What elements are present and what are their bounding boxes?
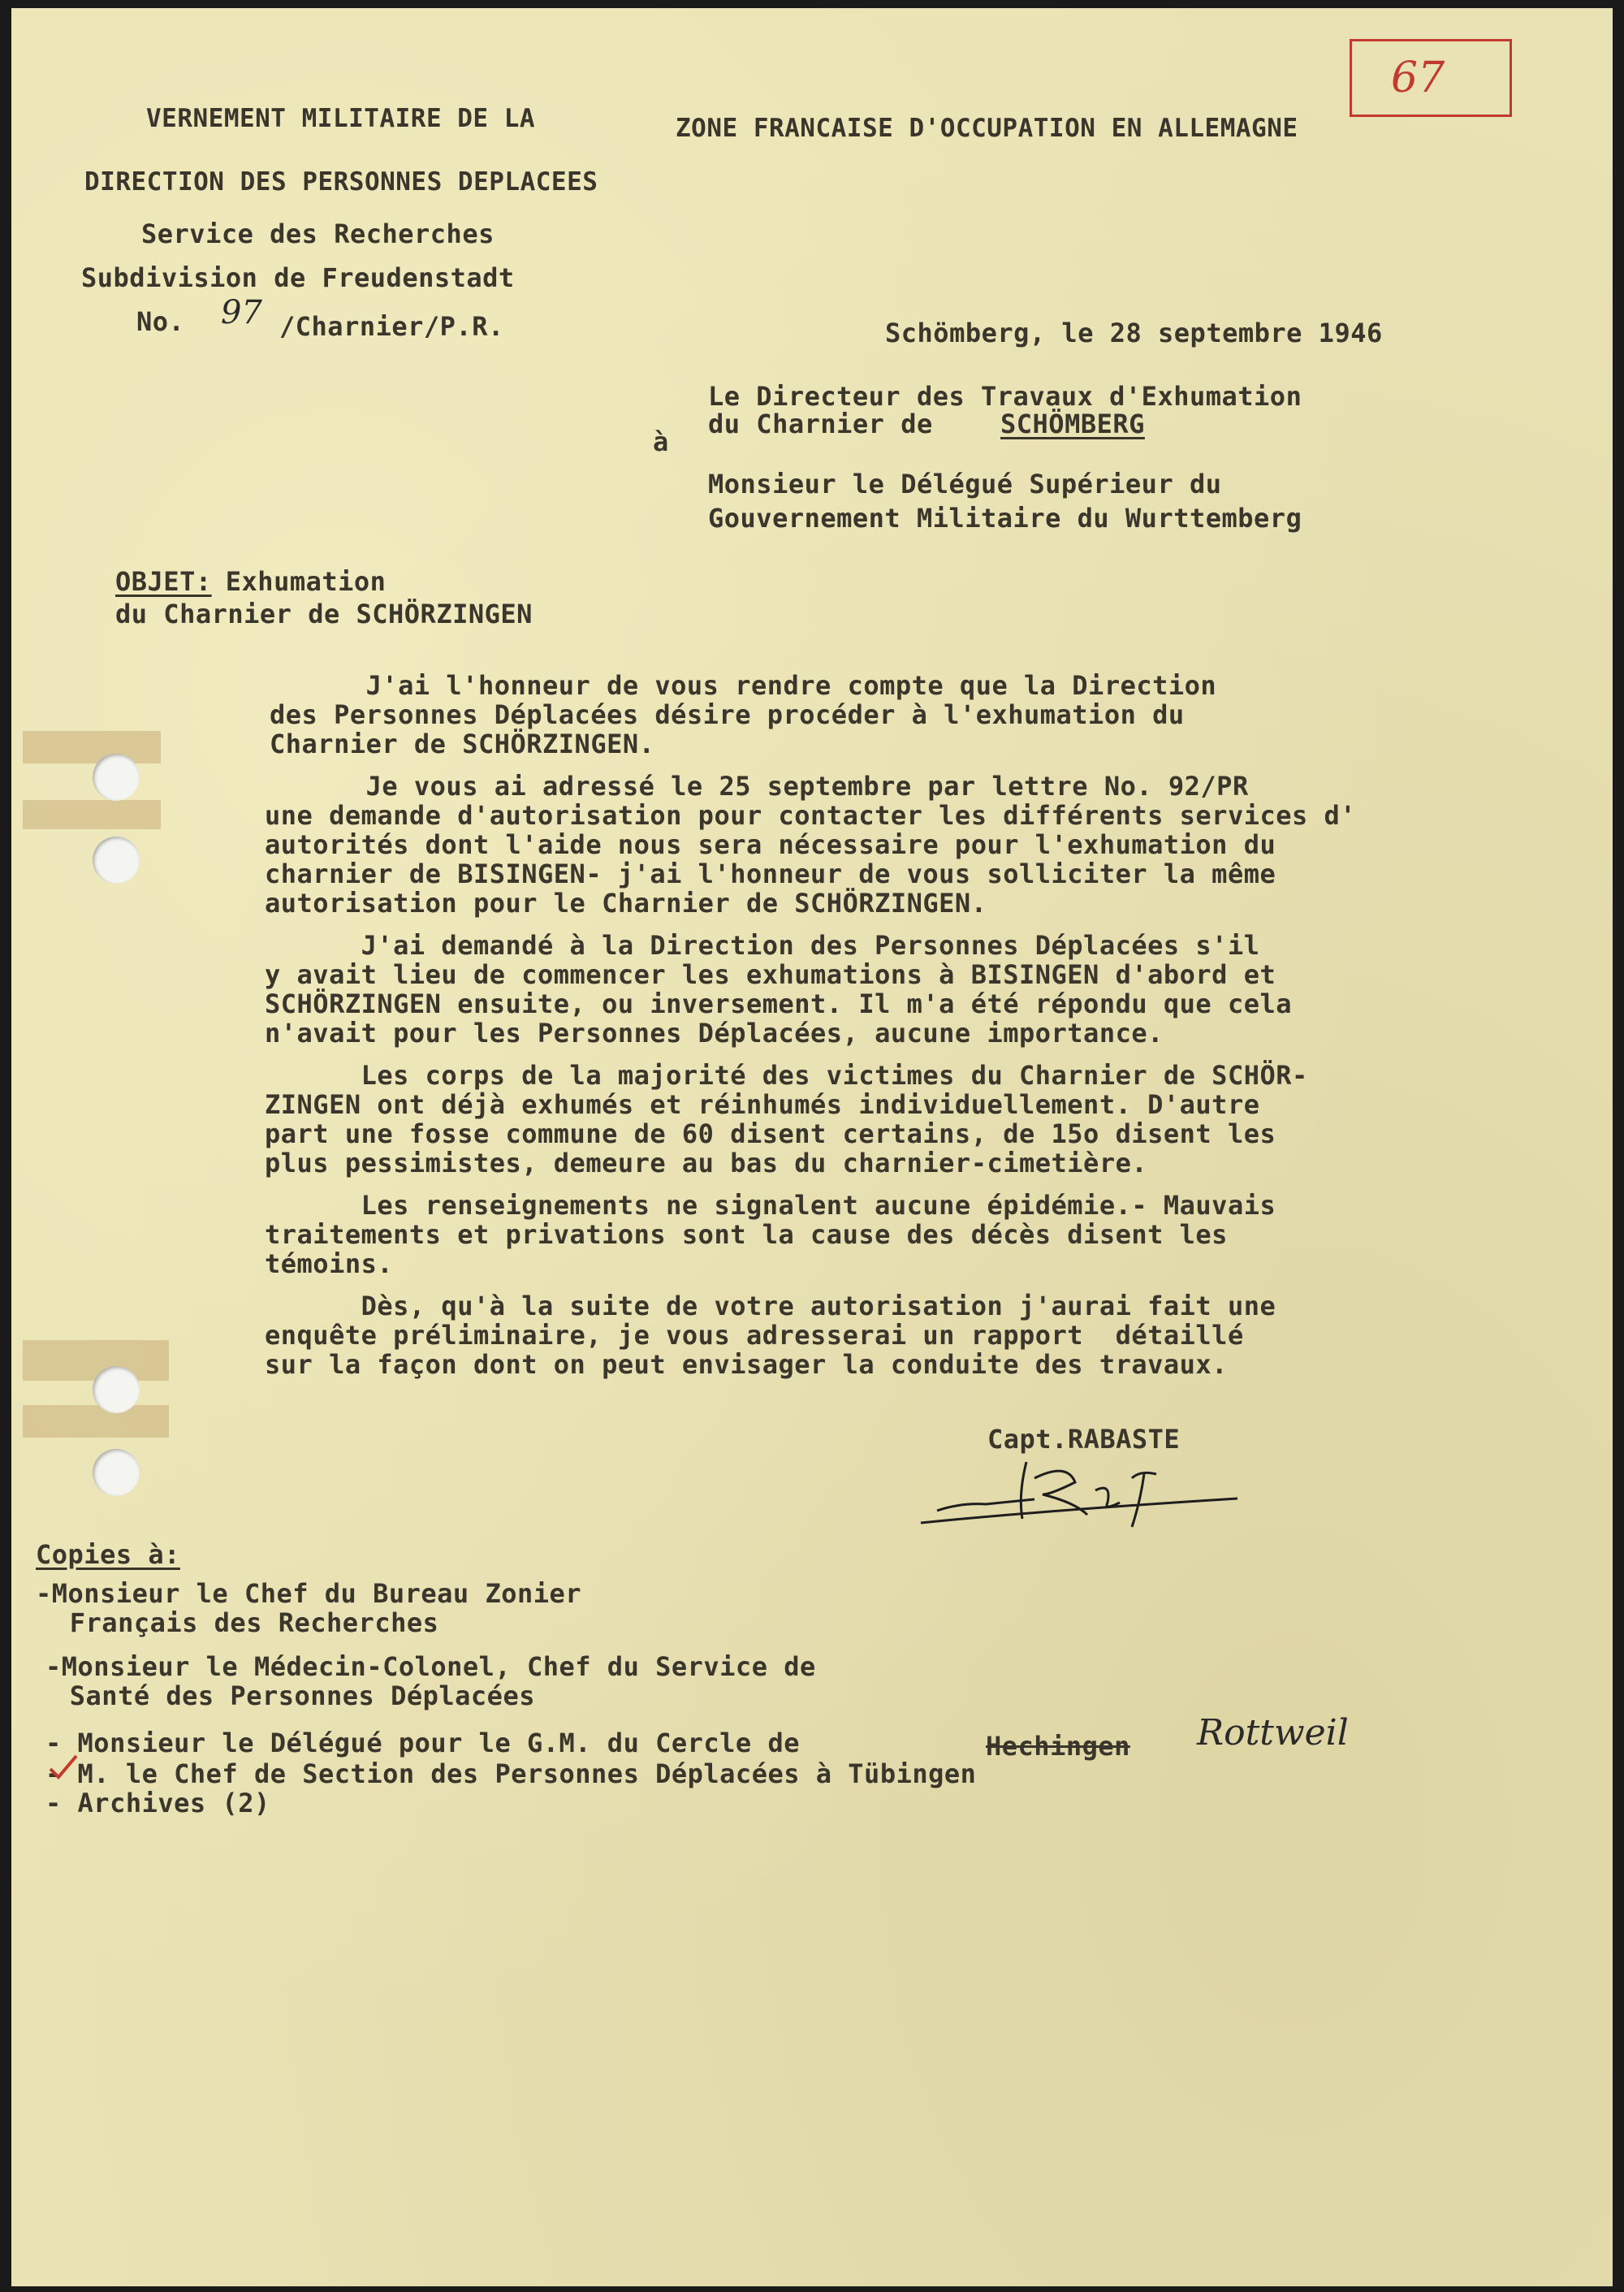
body-line: Charnier de SCHÖRZINGEN.	[270, 729, 655, 759]
copies-label: Copies à:	[36, 1539, 180, 1570]
header-line-1b: ZONE FRANCAISE D'OCCUPATION EN ALLEMAGNE	[676, 114, 1298, 143]
punch-hole	[93, 1449, 140, 1496]
body-line: Dès, qu'à la suite de votre autorisation j'aurai fait une	[265, 1291, 1276, 1321]
body-line: plus pessimistes, demeure au bas du charnier-cimetière.	[265, 1148, 1148, 1178]
body-line: SCHÖRZINGEN ensuite, ou inversement. Il m'a été répondu que cela	[265, 988, 1292, 1019]
copies-item: -Monsieur le Chef du Bureau Zonier	[36, 1578, 582, 1609]
handwritten-signature	[913, 1446, 1254, 1543]
body-line: n'avait pour les Personnes Déplacées, aucune importance.	[265, 1018, 1164, 1049]
body-line: part une fosse commune de 60 disent certains, de 15o disent les	[265, 1118, 1276, 1149]
body-line: témoins.	[265, 1248, 394, 1279]
body-line: autorisation pour le Charnier de SCHÖRZINGEN.	[265, 888, 987, 919]
copies-struck-word: Hechingen	[986, 1731, 1130, 1762]
header-line-3: Service des Recherches	[141, 218, 495, 249]
header-line-4: Subdivision de Freudenstadt	[81, 262, 515, 293]
tape-strip	[23, 800, 161, 829]
copies-item: Santé des Personnes Déplacées	[54, 1680, 535, 1711]
copies-item: Français des Recherches	[54, 1607, 439, 1638]
body-line: y avait lieu de commencer les exhumations à BISINGEN d'abord et	[265, 959, 1276, 990]
document-page	[11, 8, 1613, 2286]
reference-handwritten-number: 97	[221, 294, 262, 331]
tape-strip	[23, 1340, 169, 1381]
body-line: traitements et privations sont la cause des décès disent les	[265, 1219, 1228, 1250]
body-line: sur la façon dont on peut envisager la conduite des travaux.	[265, 1349, 1228, 1380]
copies-item: - Archives (2)	[45, 1788, 270, 1818]
sender-line-2b: SCHÖMBERG	[1000, 409, 1145, 439]
object-line-1: Exhumation	[209, 566, 387, 597]
recipient-line-1: Monsieur le Délégué Supérieur du	[708, 469, 1222, 499]
punch-hole	[93, 754, 140, 801]
page-number-stamp: 67	[1350, 39, 1512, 117]
body-line: J'ai demandé à la Direction des Personnes Déplacées s'il	[265, 930, 1260, 961]
sender-line-2a: du Charnier de	[708, 409, 949, 439]
copies-hand-correction: Rottweil	[1197, 1712, 1349, 1754]
body-line: J'ai l'honneur de vous rendre compte que la Direction	[270, 670, 1217, 701]
body-line: des Personnes Déplacées désire procéder à l'exhumation du	[270, 699, 1185, 730]
sender-line-1: Le Directeur des Travaux d'Exhumation	[708, 381, 1302, 412]
place-date: Schömberg, le 28 septembre 1946	[885, 318, 1383, 348]
body-line: ZINGEN ont déjà exhumés et réinhumés individuellement. D'autre	[265, 1089, 1260, 1120]
body-line: enquête préliminaire, je vous adresserai un rapport détaillé	[265, 1320, 1244, 1351]
copies-item: - M. le Chef de Section des Personnes Déplacées à Tübingen	[45, 1758, 977, 1789]
copies-item: -Monsieur le Médecin-Colonel, Chef du Service de	[45, 1651, 816, 1682]
body-line: une demande d'autorisation pour contacter les différents services d'	[265, 800, 1357, 831]
header-line-2: DIRECTION DES PERSONNES DEPLACEES	[84, 167, 598, 197]
header-line-1a: VERNEMENT MILITAIRE DE LA	[146, 104, 536, 133]
object-line-2: du Charnier de SCHÖRZINGEN	[115, 599, 533, 629]
object-label: OBJET:	[115, 566, 212, 597]
red-check-mark	[47, 1751, 80, 1784]
copies-item: - Monsieur le Délégué pour le G.M. du Cercle de	[45, 1728, 816, 1758]
body-line: charnier de BISINGEN- j'ai l'honneur de vous solliciter la même	[265, 858, 1276, 889]
tape-strip	[23, 731, 161, 763]
recipient-line-2: Gouvernement Militaire du Wurttemberg	[708, 503, 1302, 534]
body-line: Je vous ai adressé le 25 septembre par lettre No. 92/PR	[270, 771, 1249, 802]
body-line: Les renseignements ne signalent aucune épidémie.- Mauvais	[265, 1190, 1276, 1221]
punch-hole	[93, 837, 140, 884]
body-line: autorités dont l'aide nous sera nécessaire pour l'exhumation du	[265, 829, 1276, 860]
body-line: Les corps de la majorité des victimes du Charnier de SCHÖR-	[265, 1060, 1308, 1091]
typed-signature: Capt.RABASTE	[987, 1424, 1181, 1455]
to-word: à	[653, 426, 669, 457]
punch-hole	[93, 1366, 140, 1413]
reference-prefix: No.	[136, 306, 185, 337]
tape-strip	[23, 1405, 169, 1438]
reference-suffix: /Charnier/P.R.	[279, 311, 504, 342]
